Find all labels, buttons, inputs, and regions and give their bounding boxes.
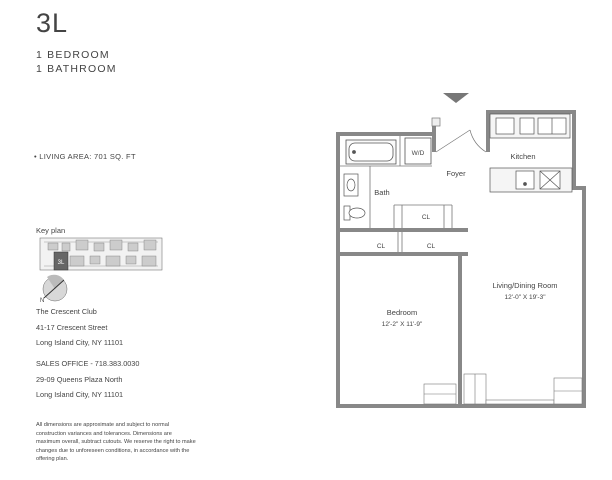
disclaimer-text: All dimensions are approximate and subject to normal construction variances and tolerances. Dimensions are maximum overall, subtract cutouts. We reserve the right to make changes due to unforeseen conditions, in accordance with the offering plan. <box>36 422 196 463</box>
building-city: Long Island City, NY 11101 <box>36 338 124 347</box>
foyer-label: Foyer <box>446 169 466 178</box>
wd-label: W/D <box>411 150 425 157</box>
entry-marker-icon <box>443 93 469 103</box>
closet-label-3: CL <box>426 243 436 250</box>
bedroom-dimensions: 12'-2" X 11'-9" <box>381 321 423 328</box>
bathroom-count: 1 BATHROOM <box>36 63 117 75</box>
windows <box>424 374 582 404</box>
building-street: 41-17 Crescent Street <box>36 322 108 332</box>
sales-office-city: Long Island City, NY 11101 <box>36 390 124 399</box>
closet-label-2: CL <box>376 243 386 250</box>
key-plan-label: Key plan <box>36 226 66 235</box>
bathtub-icon <box>346 140 396 164</box>
building-name: The Crescent Club <box>36 307 97 316</box>
sink-icon <box>516 171 534 189</box>
bath-fixtures <box>344 174 365 220</box>
north-arrow-icon <box>40 275 67 304</box>
kitchen-label: Kitchen <box>510 152 536 161</box>
living-area: • LIVING AREA: 701 SQ. FT <box>34 152 136 161</box>
toilet-icon <box>349 208 365 218</box>
sales-office-street: 29-09 Queens Plaza North <box>36 374 123 384</box>
bedroom-label: Bedroom <box>386 308 418 317</box>
sales-office-phone: SALES OFFICE - 718.383.0030 <box>36 359 140 368</box>
bath-label: Bath <box>374 188 390 197</box>
living-label: Living/Dining Room <box>492 281 558 290</box>
bedroom-count: 1 BEDROOM <box>36 49 110 61</box>
kitchen-island <box>490 168 572 192</box>
closet-label-1: CL <box>421 214 431 221</box>
entry-door <box>432 118 486 152</box>
key-plan-map <box>40 238 162 270</box>
living-dimensions: 12'-0" X 19'-3" <box>504 294 546 301</box>
north-label: N <box>40 298 45 304</box>
unit-title: 3L <box>36 8 69 38</box>
kitchen-counter <box>490 114 570 138</box>
key-plan-unit-tag: 3L <box>57 260 65 266</box>
